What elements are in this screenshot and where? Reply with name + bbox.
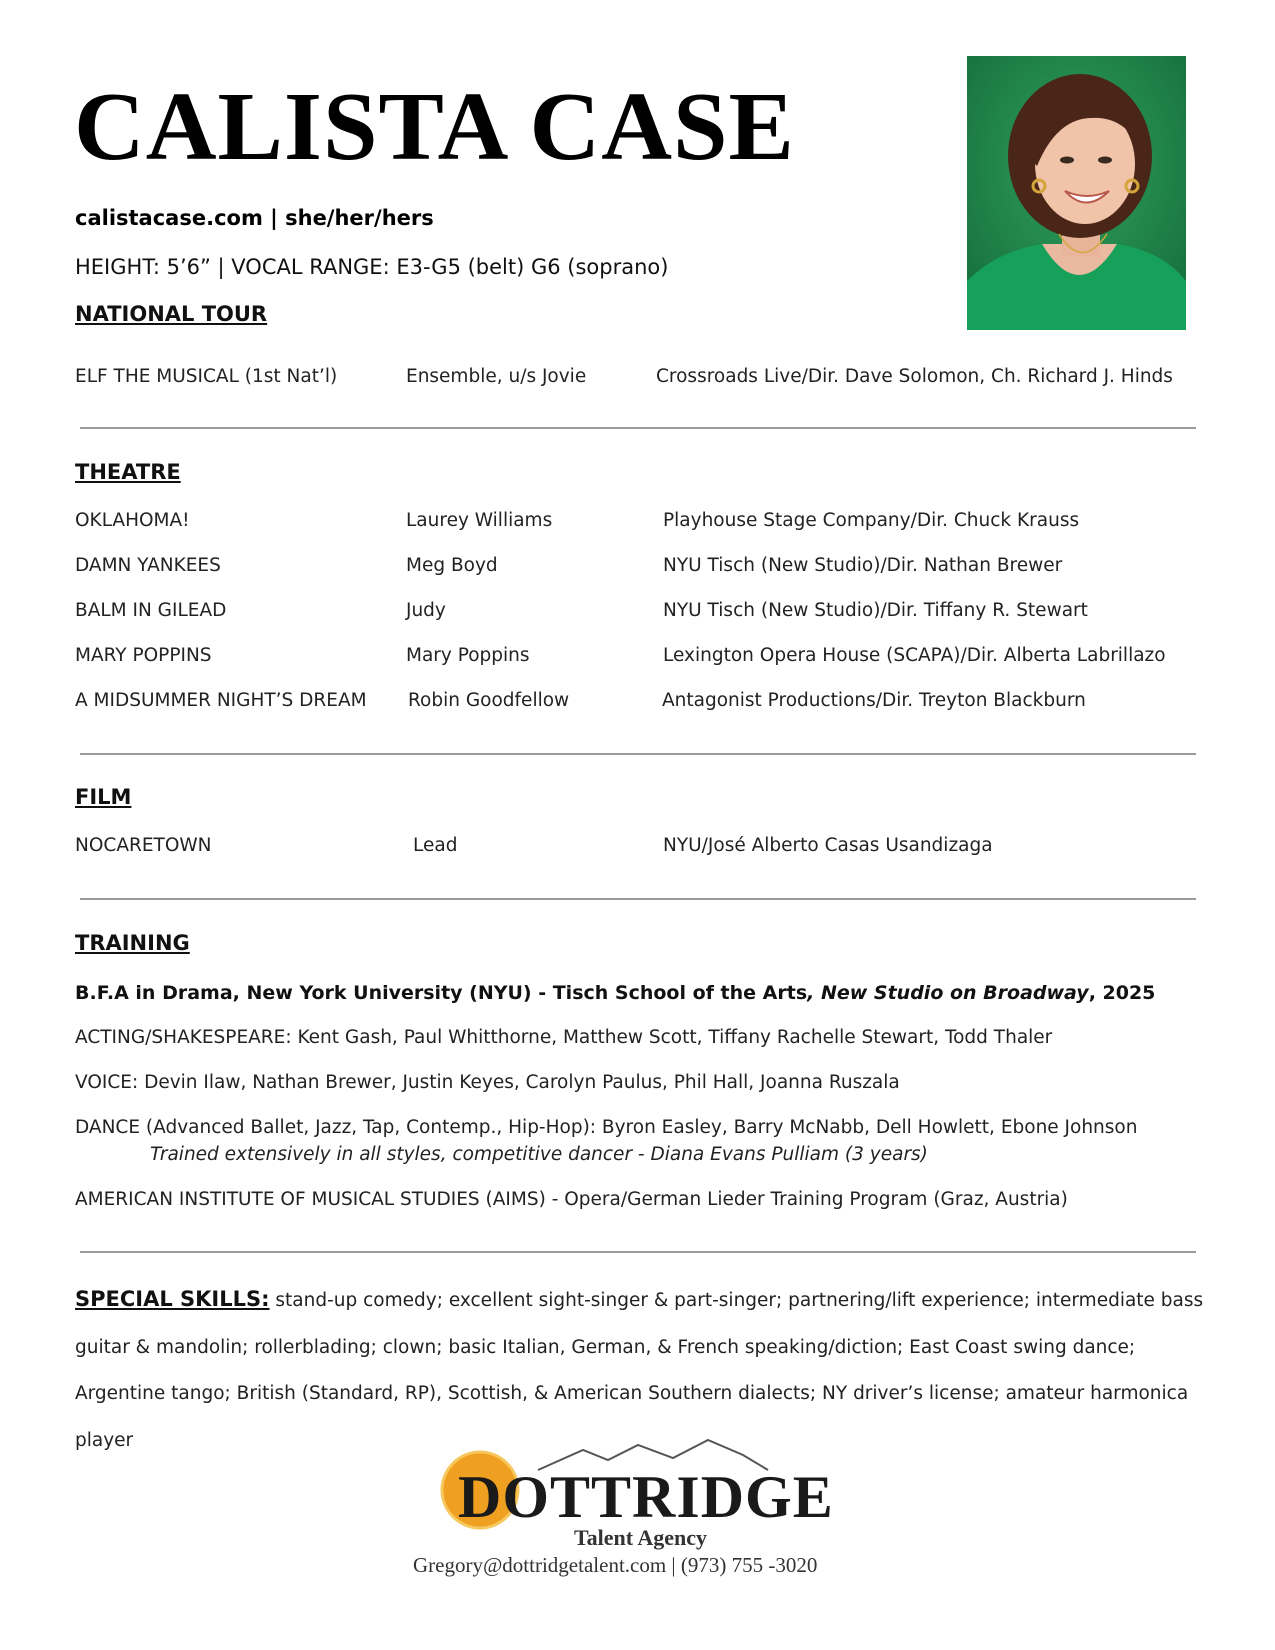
section-heading-training: TRAINING	[75, 931, 190, 955]
agency-name: DOTTRIDGE	[458, 1464, 834, 1530]
training-degree	[75, 982, 1155, 1004]
credit-company: Antagonist Productions/Dir. Treyton Blackburn	[662, 690, 1086, 711]
credit-company: NYU Tisch (New Studio)/Dir. Tiffany R. Stewart	[663, 600, 1088, 621]
actor-name: CALISTA CASE	[74, 73, 795, 181]
credit-role: Robin Goodfellow	[408, 690, 570, 711]
agency-logo	[408, 1425, 868, 1580]
agency-contact: Gregory@dottridgetalent.com | (973) 755 -3020	[413, 1553, 818, 1577]
training-dance: DANCE (Advanced Ballet, Jazz, Tap, Contemp., Hip-Hop): Byron Easley, Barry McNabb, Dell Howlett, Ebone Johnson	[75, 1117, 1138, 1138]
section-divider	[80, 1251, 1196, 1253]
credit-role: Ensemble, u/s Jovie	[406, 366, 587, 387]
credit-company: NYU/José Alberto Casas Usandizaga	[663, 835, 993, 856]
credit-show: DAMN YANKEES	[75, 555, 221, 576]
headshot-photo	[967, 56, 1186, 330]
special-skills-label: SPECIAL SKILLS:	[75, 1287, 270, 1311]
training-voice: VOICE: Devin Ilaw, Nathan Brewer, Justin Keyes, Carolyn Paulus, Phil Hall, Joanna Ruszala	[75, 1072, 900, 1093]
website-pronouns: calistacase.com | she/her/hers	[75, 206, 434, 230]
section-heading-film: FILM	[75, 785, 132, 809]
credit-role: Meg Boyd	[406, 555, 498, 576]
special-skills-text: stand-up comedy; excellent sight-singer & part-singer; partnering/lift experience; intermediate bass guitar & mandolin; rollerblading; clown; basic Italian, German, & French speaking/diction; East Coast swing dance; Argentine tango; British (Standard, RP), Scottish, & American Southern dialects; NY driver’s license; amateur harmonica player	[75, 1290, 1204, 1451]
credit-company: Playhouse Stage Company/Dir. Chuck Krauss	[663, 510, 1080, 531]
training-dance-note: Trained extensively in all styles, competitive dancer - Diana Evans Pulliam (3 years)	[150, 1144, 928, 1165]
credit-show: NOCARETOWN	[75, 835, 212, 856]
degree-program: , New Studio on Broadway	[807, 982, 1089, 1004]
credit-show: A MIDSUMMER NIGHT’S DREAM	[75, 690, 367, 711]
section-heading-national-tour: NATIONAL TOUR	[75, 302, 268, 326]
credit-role: Mary Poppins	[406, 645, 530, 666]
degree-school: B.F.A in Drama, New York University (NYU) - Tisch School of the Arts	[75, 982, 808, 1004]
credit-show: ELF THE MUSICAL (1st Nat’l)	[75, 366, 338, 387]
credit-role: Lead	[413, 835, 458, 856]
credit-company: Lexington Opera House (SCAPA)/Dir. Alberta Labrillazo	[663, 645, 1166, 666]
section-divider	[80, 427, 1196, 429]
credit-show: OKLAHOMA!	[75, 510, 190, 531]
training-aims: AMERICAN INSTITUTE OF MUSICAL STUDIES (AIMS) - Opera/German Lieder Training Program (Graz, Austria)	[75, 1189, 1068, 1210]
section-divider	[80, 753, 1196, 755]
credit-company: Crossroads Live/Dir. Dave Solomon, Ch. Richard J. Hinds	[656, 366, 1173, 387]
degree-year: , 2025	[1088, 982, 1156, 1004]
section-divider	[80, 898, 1196, 900]
credit-show: BALM IN GILEAD	[75, 600, 227, 621]
credit-company: NYU Tisch (New Studio)/Dir. Nathan Brewer	[663, 555, 1063, 576]
credit-show: MARY POPPINS	[75, 645, 212, 666]
credit-role: Laurey Williams	[406, 510, 553, 531]
section-heading-theatre: THEATRE	[75, 460, 181, 484]
training-acting: ACTING/SHAKESPEARE: Kent Gash, Paul Whitthorne, Matthew Scott, Tiffany Rachelle Stewart, Todd Thaler	[75, 1027, 1053, 1048]
height-vocal-range: HEIGHT: 5’6” | VOCAL RANGE: E3-G5 (belt) G6 (soprano)	[75, 255, 669, 279]
credit-role: Judy	[406, 600, 446, 621]
agency-subtitle: Talent Agency	[574, 1525, 708, 1550]
